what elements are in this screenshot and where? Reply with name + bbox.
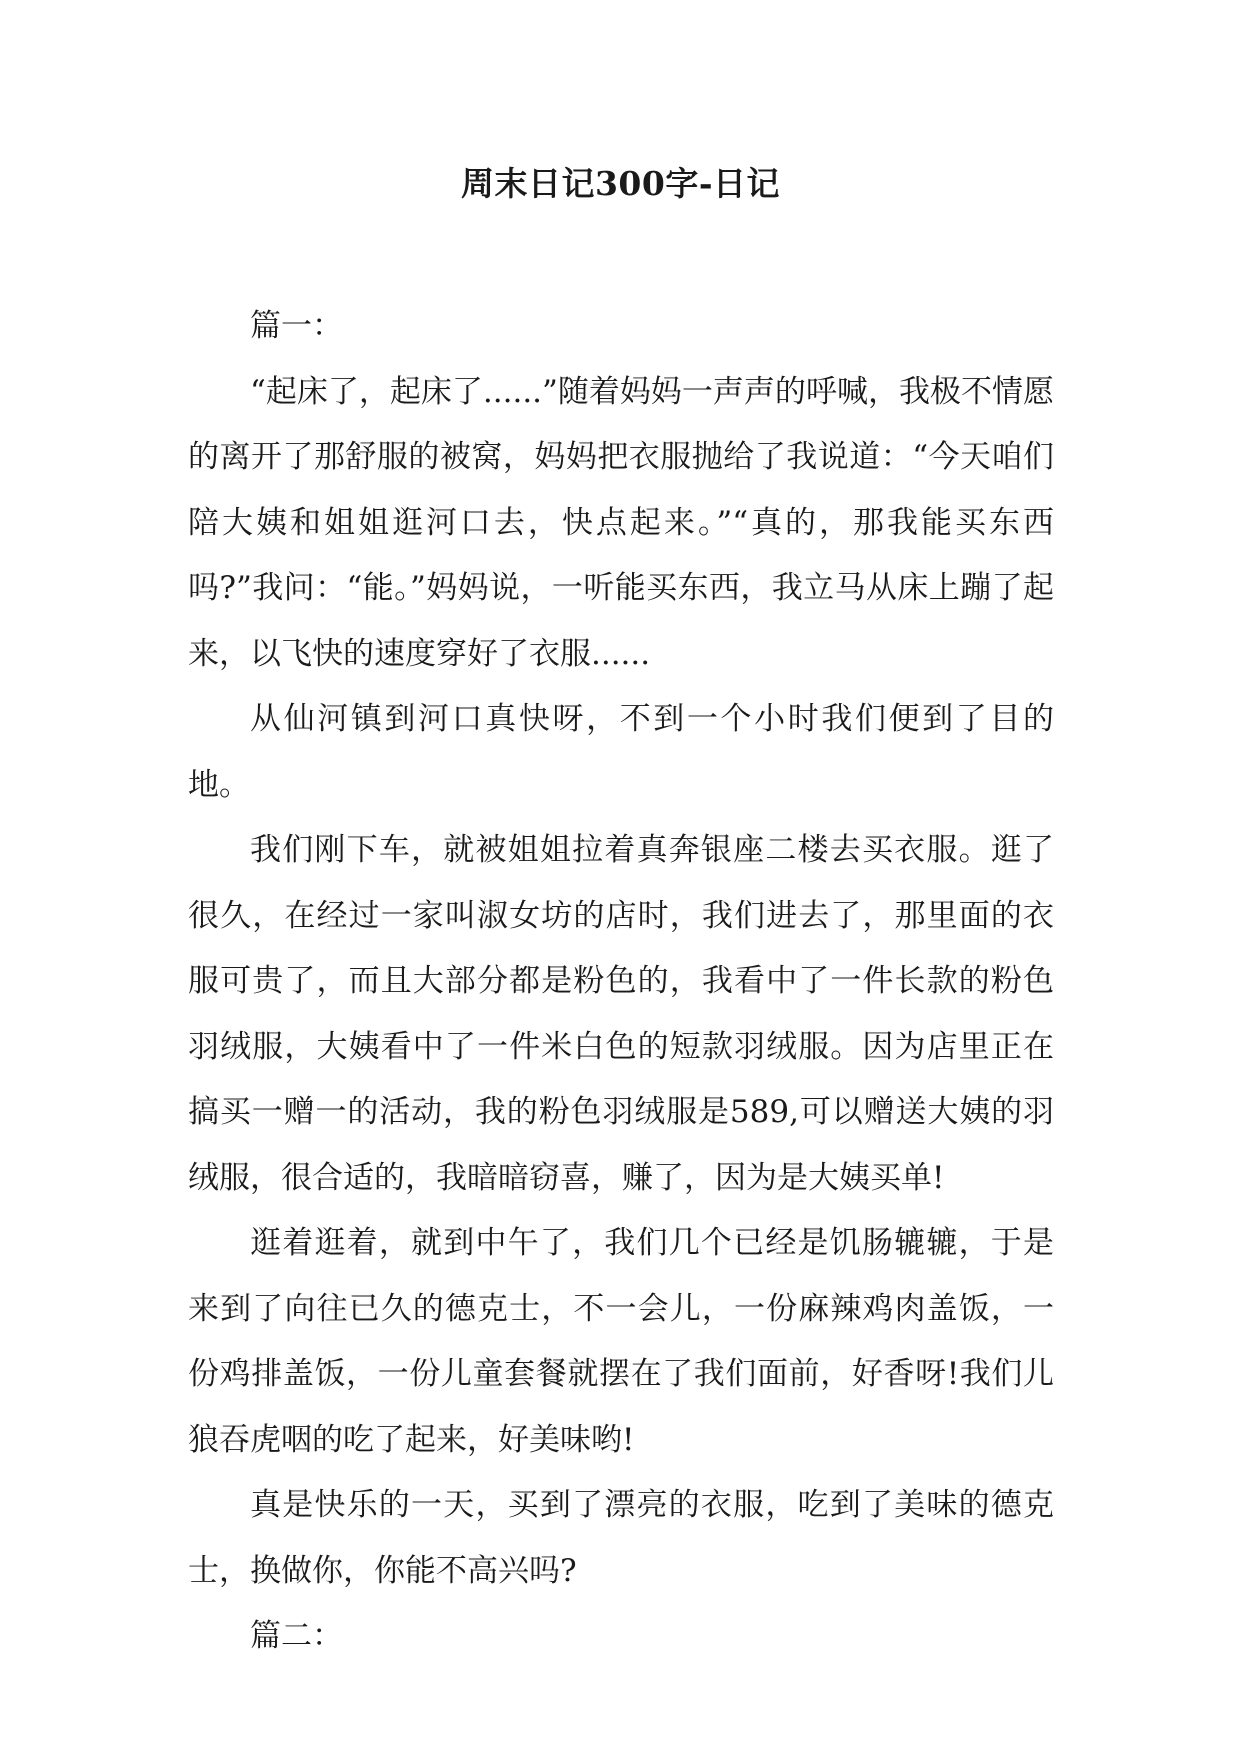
section-heading-1: 篇一： — [250, 308, 343, 344]
paragraph: 从仙河镇到河口真快呀，不到一个小时我们便到了目的地。 — [188, 701, 1054, 803]
document-body — [188, 294, 1054, 1670]
paragraph: 我们刚下车，就被姐姐拉着真奔银座二楼去买衣服。逛了很久，在经过一家叫淑女坊的店时，我们进去了，那里面的衣服可贵了，而且大部分都是粉色的，我看中了一件长款的粉色羽绒服，大姨看中了一件米白色的短款羽绒服。因为店里正在搞买一赠一的活动，我的粉色羽绒服是589,可以赠送大姨的羽绒服，很合适的，我暗暗窃喜，赚了，因为是大姨买单! — [188, 832, 1054, 1196]
paragraph: “起床了，起床了......”随着妈妈一声声的呼喊，我极不情愿的离开了那舒服的被窝，妈妈把衣服抛给了我说道：“今天咱们陪大姨和姐姐逛河口去，快点起来。”“真的，那我能买东西吗?”我问：“能。”妈妈说，一听能买东西，我立马从床上蹦了起来，以飞快的速度穿好了衣服...... — [188, 373, 1054, 672]
paragraph: 真是快乐的一天，买到了漂亮的衣服，吃到了美味的德克士，换做你，你能不高兴吗? — [188, 1487, 1054, 1589]
section-heading-2: 篇二： — [250, 1618, 343, 1654]
document-title: 周末日记300字-日记 — [460, 164, 781, 203]
paragraph: 逛着逛着，就到中午了，我们几个已经是饥肠辘辘，于是来到了向往已久的德克士，不一会儿，一份麻辣鸡肉盖饭，一份鸡排盖饭，一份儿童套餐就摆在了我们面前，好香呀!我们儿狼吞虎咽的吃了起来，好美味哟! — [188, 1225, 1054, 1458]
